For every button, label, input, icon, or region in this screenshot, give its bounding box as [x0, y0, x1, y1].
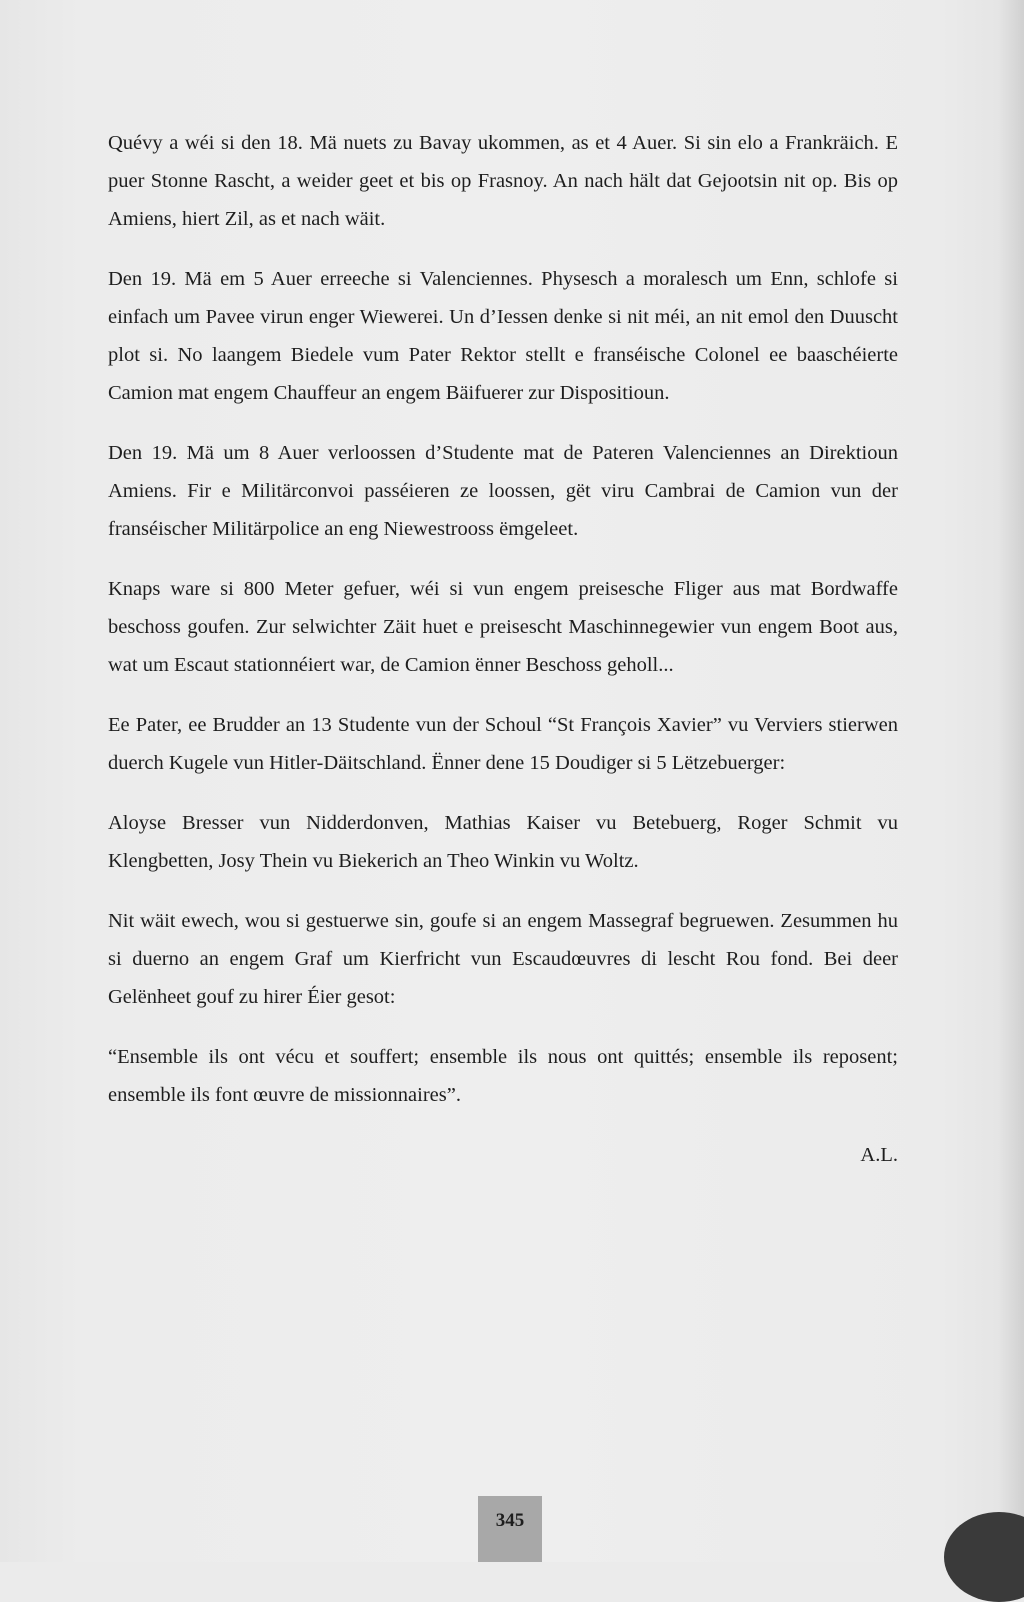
body-text	[108, 124, 898, 1174]
paragraph-6: Aloyse Bresser vun Nidderdonven, Mathias Kaiser vu Betebuerg, Roger Schmit vu Klengbetten, Josy Thein vu Biekerich an Theo Winkin vu Woltz.	[108, 812, 898, 872]
page-number: 345	[495, 1510, 525, 1531]
page-number-tab	[478, 1496, 542, 1562]
author-signature: A.L.	[860, 1144, 898, 1166]
page-edge-shadow	[998, 0, 1024, 1562]
paragraph-1: Quévy a wéi si den 18. Mä nuets zu Bavay ukommen, as et 4 Auer. Si sin elo a Frankräich. E puer Stonne Rascht, a weider geet et bis op Frasnoy. An nach hält dat Gejootsin nit op. Bis op Amiens, hiert Zil, as et nach wäit.	[108, 132, 898, 230]
paragraph-7: Nit wäit ewech, wou si gestuerwe sin, goufe si an engem Massegraf begruewen. Zesummen hu si duerno an engem Graf um Kierfricht vun Escaudœuvres di lescht Rou fond. Bei deer Gelënheet gouf zu hirer Éier gesot:	[108, 910, 898, 1008]
paragraph-5: Ee Pater, ee Brudder an 13 Studente vun der Schoul “St François Xavier” vu Verviers stierwen duerch Kugele vun Hitler-Däitschland. Ënner dene 15 Doudiger si 5 Lëtzebuerger:	[108, 714, 898, 774]
paragraph-3: Den 19. Mä um 8 Auer verloossen d’Studente mat de Pateren Valenciennes an Direktioun Amiens. Fir e Militärconvoi passéieren ze loossen, gët viru Cambrai de Camion vun der franséischer Militärpolice an eng Niewestrooss ëmgeleet.	[108, 442, 898, 540]
quote-paragraph: “Ensemble ils ont vécu et souffert; ensemble ils nous ont quittés; ensemble ils reposent; ensemble ils font œuvre de missionnaires”.	[108, 1046, 898, 1106]
paragraph-4: Knaps ware si 800 Meter gefuer, wéi si vun engem preisesche Fliger aus mat Bordwaffe beschoss goufen. Zur selwichter Zäit huet e preisescht Maschinnegewier vun engem Boot aus, wat um Escaut stationnéiert war, de Camion ënner Beschoss geholl...	[108, 578, 898, 676]
page-corner-shadow	[944, 1512, 1024, 1602]
paragraph-2: Den 19. Mä em 5 Auer erreeche si Valenciennes. Physesch a moralesch um Enn, schlofe si einfach um Pavee virun enger Wiewerei. Un d’Iessen denke si nit méi, an nit emol den Duuscht plot si. No laangem Biedele vum Pater Rektor stellt e franséische Colonel ee baaschéierte Camion mat engem Chauffeur an engem Bäifuerer zur Dispositioun.	[108, 268, 898, 404]
